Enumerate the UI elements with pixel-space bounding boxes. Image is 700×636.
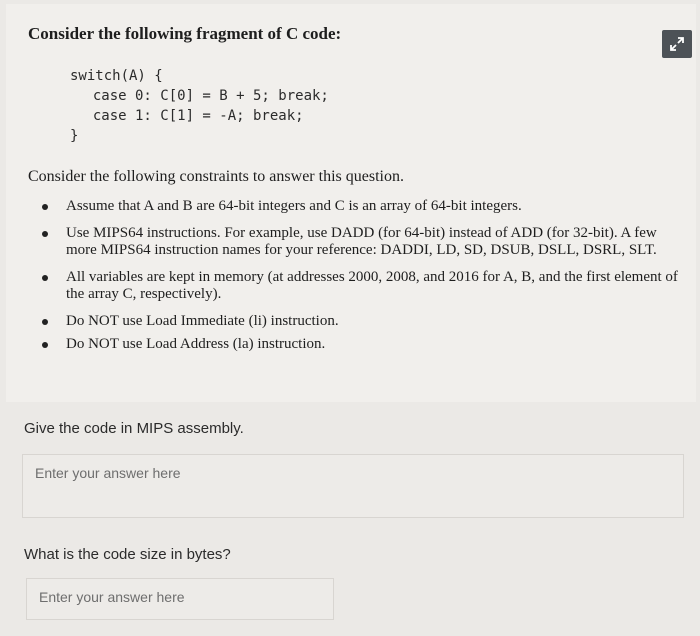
expand-icon bbox=[669, 36, 685, 52]
prompt-code-size: What is the code size in bytes? bbox=[24, 546, 231, 563]
constraints-list bbox=[40, 198, 680, 363]
code-fragment bbox=[70, 66, 329, 146]
code-line: switch(A) { bbox=[70, 68, 163, 84]
code-size-answer-placeholder: Enter your answer here bbox=[39, 589, 185, 605]
expand-button[interactable] bbox=[662, 30, 692, 58]
constraints-intro: Consider the following constraints to answer this question. bbox=[28, 168, 404, 185]
prompt-assembly: Give the code in MIPS assembly. bbox=[24, 420, 244, 437]
list-item: Do NOT use Load Immediate (li) instruction. bbox=[40, 313, 680, 330]
code-line: case 0: C[0] = B + 5; break; bbox=[76, 88, 329, 104]
question-title: Consider the following fragment of C code: bbox=[28, 24, 342, 43]
code-line: } bbox=[70, 128, 79, 144]
code-size-answer-input[interactable] bbox=[26, 578, 334, 620]
list-item: Use MIPS64 instructions. For example, use DADD (for 64-bit) instead of ADD (for 32-bit). A few more MIPS64 instruction names for your reference: DADDI, LD, SD, DSUB, DSLL, DSRL, SLT. bbox=[40, 225, 680, 259]
assembly-answer-placeholder: Enter your answer here bbox=[35, 465, 181, 481]
question-card bbox=[6, 4, 696, 402]
list-item: All variables are kept in memory (at addresses 2000, 2008, and 2016 for A, B, and the first element of the array C, respectively). bbox=[40, 269, 680, 303]
list-item: Assume that A and B are 64-bit integers and C is an array of 64-bit integers. bbox=[40, 198, 680, 215]
list-item: Do NOT use Load Address (la) instruction. bbox=[40, 336, 680, 353]
code-line: case 1: C[1] = -A; break; bbox=[76, 108, 304, 124]
assembly-answer-input[interactable] bbox=[22, 454, 684, 518]
